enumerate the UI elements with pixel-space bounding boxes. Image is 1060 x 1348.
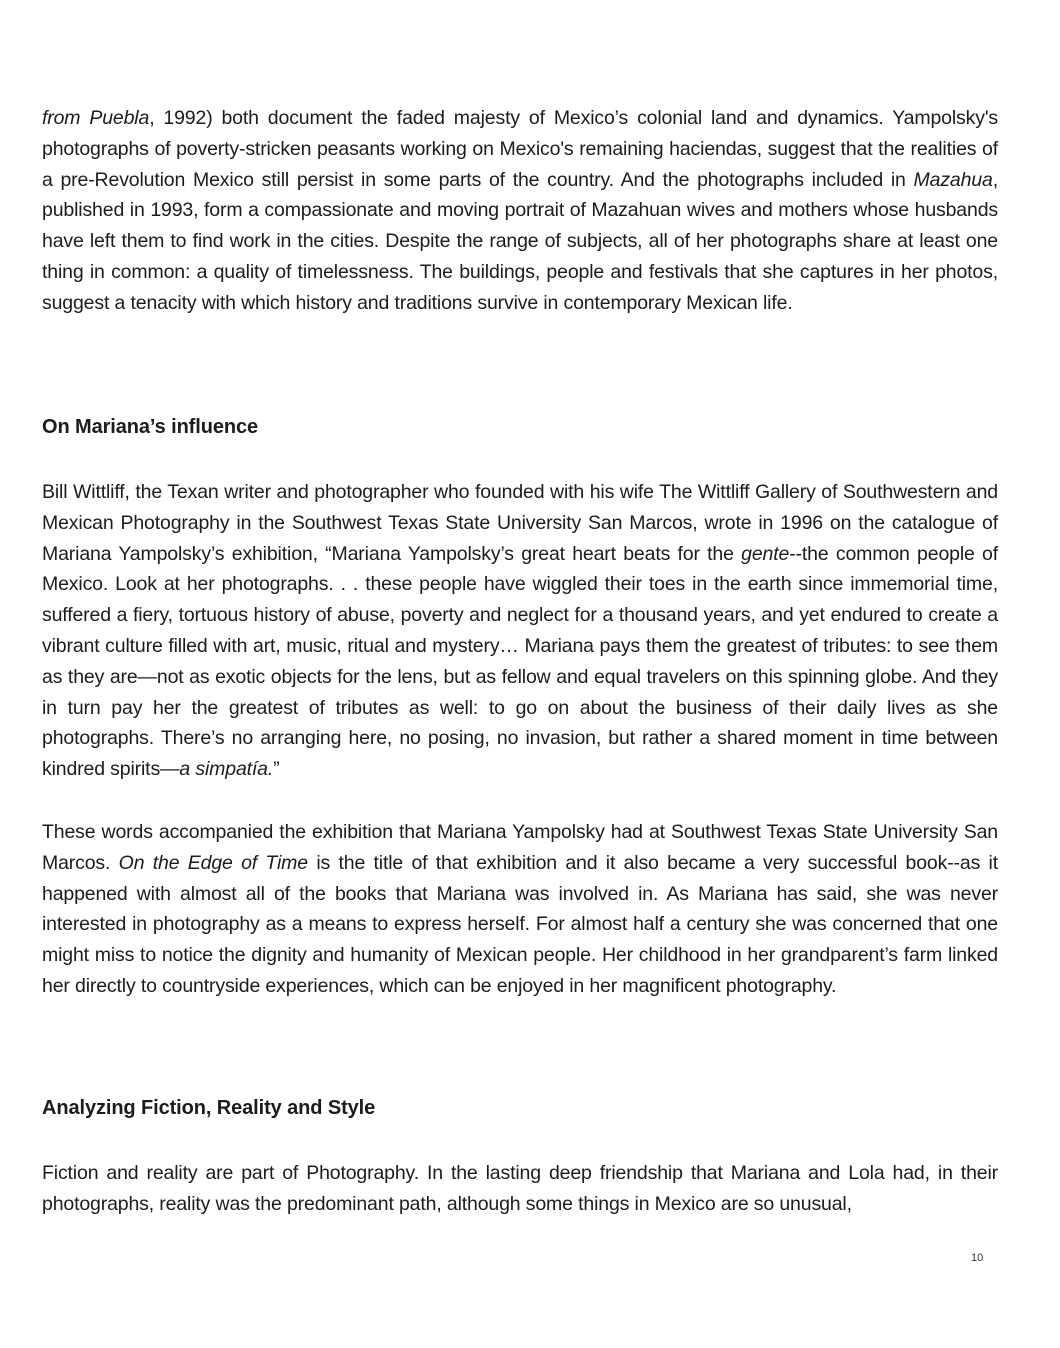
- text-run: --the common people of Mexico. Look at her photographs. . . these people have wiggled their toes in the earth since immemorial time, suffered a fiery, tortuous history of abuse, poverty and neglect for a thousand years, and yet endured to create a vibrant culture filled with art, music, ritual and mystery… Mariana pays them the greatest of tributes: to see them as they are—not as exotic objects for the lens, but as fellow and equal travelers on this spinning globe. And they in turn pay her the greatest of tributes as well: to go on about the business of their daily lives as she photographs. There’s no arranging here, no posing, no invasion, but rather a shared moment in time between kindred spirits—: [42, 542, 998, 781]
- text-run: , published in 1993, form a compassionate and moving portrait of Mazahuan wives and mothers whose husbands have left them to find work in the cities. Despite the range of subjects, all of her photographs share at least one thing in common: a quality of timelessness. The buildings, people and festivals that she captures in her photos, suggest a tenacity with which history and traditions survive in contemporary Mexican life.: [42, 168, 998, 314]
- italic-title-mazahua: Mazahua: [913, 168, 993, 191]
- italic-title-edge-of-time: On the Edge of Time: [118, 851, 308, 874]
- text-run: These words accompanied the exhibition that Mariana Yampolsky had at Southwest Texas State University San Marcos.: [42, 821, 998, 874]
- paragraph-1: [42, 103, 998, 319]
- text-run: is the title of that exhibition and it also became a very successful book--as it happened with almost all of the books that Mariana was involved in. As Mariana has said, she was never interested in photography as a means to express herself. For almost half a century she was concerned that one might miss to notice the dignity and humanity of Mexican people. Her childhood in her grandparent’s farm linked her directly to countryside experiences, which can be enjoyed in her magnificent photography.: [42, 851, 998, 997]
- paragraph-4: [42, 1158, 998, 1220]
- document-page: [42, 0, 998, 1348]
- section-heading-fiction-reality: Analyzing Fiction, Reality and Style: [42, 1097, 376, 1119]
- paragraph-3: [42, 817, 998, 1002]
- text-run: Fiction and reality are part of Photography. In the lasting deep friendship that Mariana and Lola had, in their photographs, reality was the predominant path, although some things in Mexico are so unusual,: [42, 1162, 998, 1215]
- italic-phrase-simpatia: a simpatía.: [179, 758, 274, 781]
- paragraph-2: [42, 477, 998, 785]
- page-number: 10: [971, 1252, 984, 1264]
- italic-title-from-puebla: from Puebla: [42, 107, 150, 129]
- text-run: Bill Wittliff, the Texan writer and photographer who founded with his wife The Wittliff Gallery of Southwestern and Mexican Photography in the Southwest Texas State University San Marcos, wrote in 1996 on the catalogue of Mariana Yampolsky’s exhibition, “Mariana Yampolsky’s great heart beats for the: [42, 481, 998, 565]
- section-heading-influence: On Mariana’s influence: [42, 416, 259, 438]
- text-run: ”: [273, 758, 280, 781]
- italic-word-gente: gente: [741, 542, 790, 565]
- text-run: , 1992) both document the faded majesty of Mexico’s colonial land and dynamics. Yampolsky's photographs of poverty-stricken peasants working on Mexico's remaining haciendas, suggest that the realities of a pre-Revolution Mexico still persist in some parts of the country. And the photographs included in: [42, 107, 998, 191]
